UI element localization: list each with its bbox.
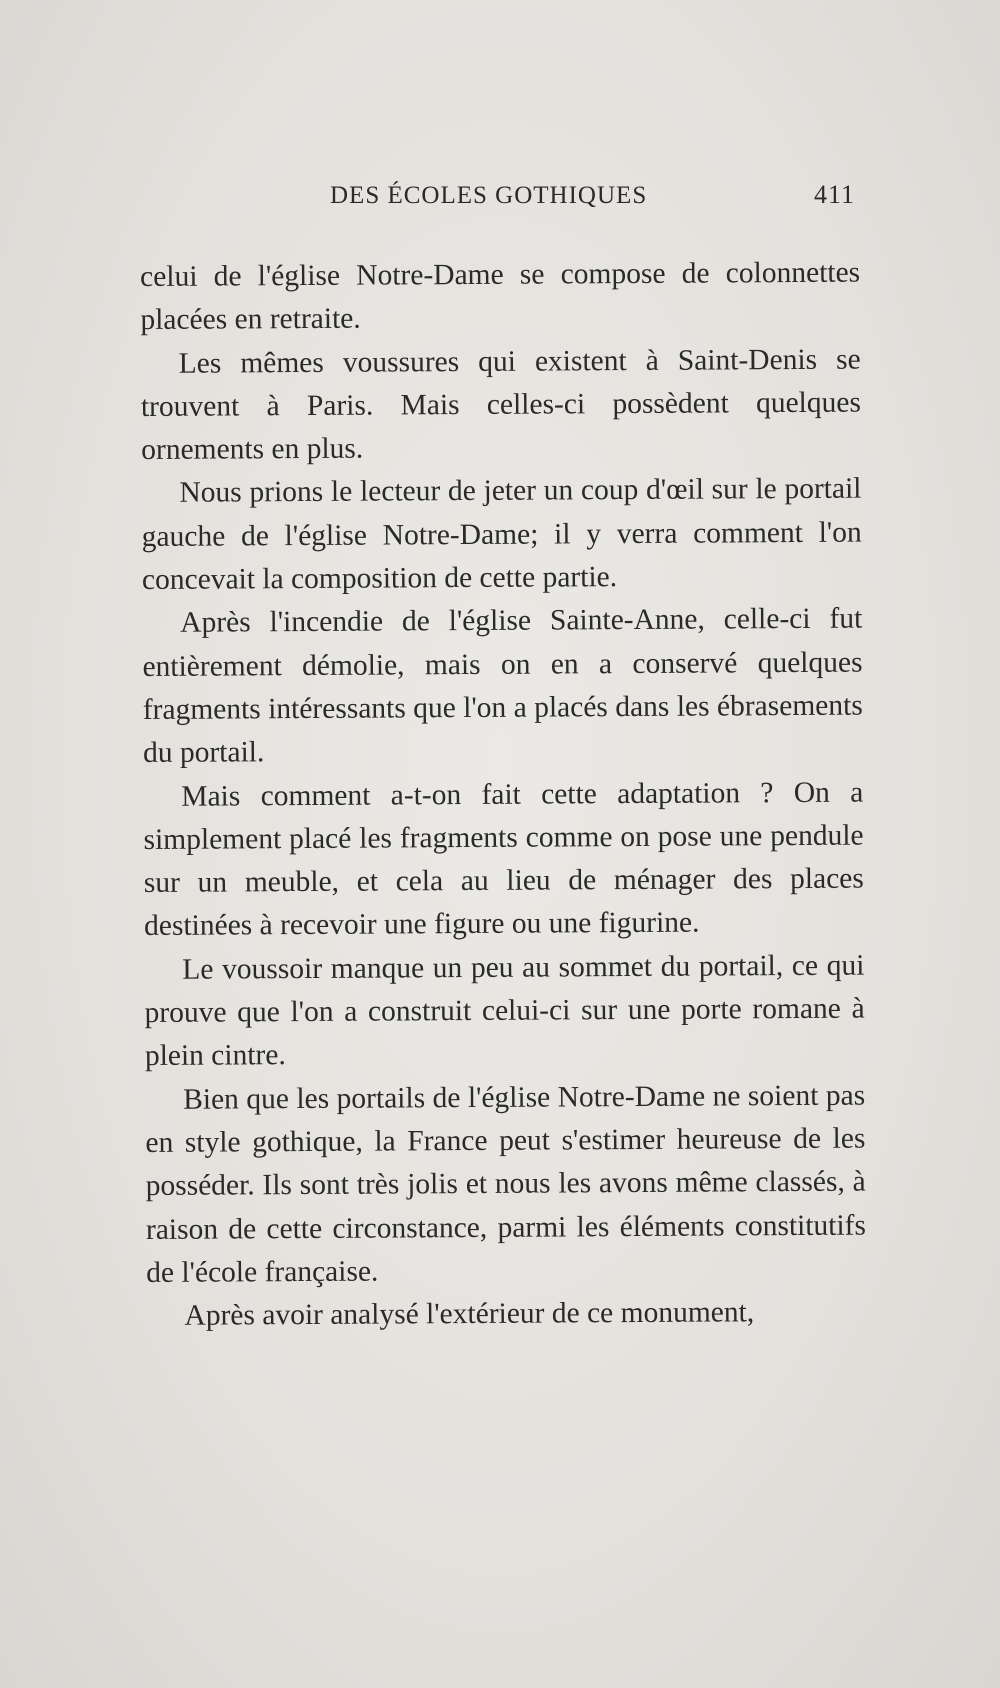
- paragraph-portail-gauche: Nous prions le lecteur de jeter un coup d'œil sur le portail gauche de l'église Notre-Dame; il y verra comment l'on concevait la composition de cette partie.: [141, 473, 862, 597]
- paragraph-exterieur: Après avoir analysé l'extérieur de ce monument,: [184, 1296, 755, 1332]
- running-title: DES ÉCOLES GOTHIQUES: [330, 182, 648, 209]
- body-text: [140, 252, 867, 1339]
- running-head: [140, 182, 860, 222]
- paragraph-sainte-anne: Après l'incendie de l'église Sainte-Anne, celle-ci fut entièrement démolie, mais on en a conservé quelques fragments intéressants que l'on a placés dans les ébrasements du portail.: [142, 602, 863, 770]
- paragraph-continuation: celui de l'église Notre-Dame se compose de colonnettes placées en retraite.: [140, 256, 861, 337]
- page-number: 411: [813, 180, 855, 209]
- paragraph-voussoir: Le voussoir manque un peu au sommet du portail, ce qui prouve que l'on a construit celui-ci sur une porte romane à plein cintre.: [144, 949, 865, 1073]
- paragraph-voussures: Les mêmes voussures qui existent à Saint-Denis se trouvent à Paris. Mais celles-ci possèdent quelques ornements en plus.: [140, 343, 862, 467]
- paragraph-adaptation: Mais comment a-t-on fait cette adaptation ? On a simplement placé les fragments comme on pose une pendule sur un meuble, et cela au lieu de ménager des places destinées à recevoir une figure ou une figurine.: [143, 776, 864, 943]
- paragraph-portails: Bien que les portails de l'église Notre-Dame ne soient pas en style gothique, la France peut s'estimer heureuse de les posséder. Ils sont très jolis et nous les avons même classés, à raison de cette circonstance, parmi les éléments constitutifs de l'école française.: [145, 1079, 867, 1289]
